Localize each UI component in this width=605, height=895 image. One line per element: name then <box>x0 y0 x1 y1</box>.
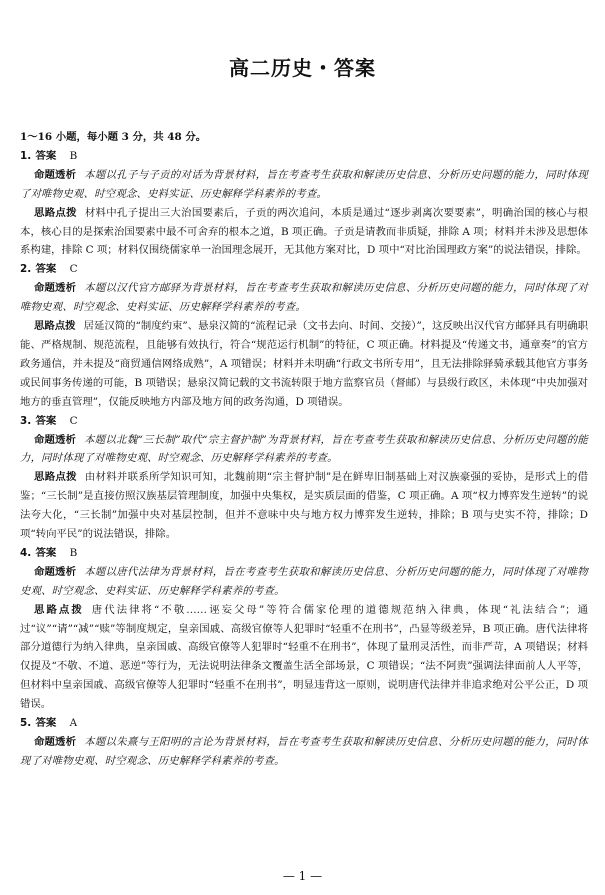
intro-line: 1～16 小题，每小题 3 分，共 48 分。 <box>20 131 207 143</box>
answer-line <box>20 544 588 563</box>
analysis-paragraph <box>20 431 588 469</box>
hint-label: 思路点拨 <box>34 471 77 484</box>
question-block <box>20 544 588 714</box>
analysis-label: 命题透析 <box>34 168 77 181</box>
hint-label: 思路点拨 <box>34 320 76 333</box>
question-block <box>20 260 588 411</box>
question-block <box>20 412 588 544</box>
hint-paragraph <box>20 204 588 261</box>
hint-text: 由材料并联系所学知识可知，北魏前期“宗主督护制”是在鲜卑旧制基础上对汉族豪强的妥协，是形式上的借鉴；“三长制”是直接仿照汉族基层管理制度，加强中央集权，是实质层面的借鉴，C 项正确。A 项“权力博弈发生逆转”的说法夸大化，“三长制”加强中央对基层控制，但并不意味中央与地方权力博弈发生逆转，排除；B 项与史实不符，排除；D 项“转向平民”的说法错误，排除。 <box>20 471 589 541</box>
analysis-label: 命题透析 <box>34 282 77 295</box>
analysis-text: 本题以孔子与子贡的对话为背景材料，旨在考查考生获取和解读历史信息、分析历史问题的能力，同时体现了对唯物史观、时空观念、史料实证、历史解释学科素养的考查。 <box>20 168 589 200</box>
analysis-paragraph <box>20 166 588 204</box>
answer-value: A <box>69 717 78 730</box>
analysis-text: 本题以唐代法律为背景材料，旨在考查考生获取和解读历史信息、分析历史问题的能力，同时体现了对唯物史观、时空观念、史料实证、历史解释学科素养的考查。 <box>20 565 589 597</box>
hint-label: 思路点拨 <box>34 603 84 616</box>
answer-label: 答案 <box>35 149 57 162</box>
hint-text: 唐代法律将“不敬……诬妄父母”等符合儒家伦理的道德规范纳入律典，体现“礼法结合”；通过“议”“请”“减”“赎”等制度规定，皇亲国戚、高级官僚等人犯罪时“轻重不在刑书”，凸显等级差异，B 项正确。唐代法律将部分道德行为纳入律典，皇亲国戚、高级官僚等人犯罪时“轻重不在刑书”，体现了量刑灵活性，而非严苛，A 项错误；材料仅提及“不敬、不道、恶逆”等行为，无法说明法律条文覆盖生活全部场景，C 项错误；“法不阿贵”强调法律面前人人平等，但材料中皇亲国戚、高级官僚等人犯罪时“轻重不在刑书”，明显违背这一原则，说明唐代法律并非追求绝对公平公正，D 项错误。 <box>20 603 588 711</box>
answer-line <box>20 412 588 431</box>
page-number: — 1 — <box>282 869 323 883</box>
analysis-text: 本题以汉代官方邮驿为背景材料，旨在考查考生获取和解读历史信息、分析历史问题的能力，同时体现了对唯物史观、时空观念、史料实证、历史解释学科素养的考查。 <box>20 282 589 314</box>
hint-paragraph <box>20 468 588 544</box>
question-number: 3. <box>20 414 32 427</box>
answer-label: 答案 <box>35 263 57 276</box>
question-number: 2. <box>20 263 32 276</box>
analysis-paragraph <box>20 563 588 601</box>
analysis-text: 本题以北魏“三长制”取代“宗主督护制”为背景材料，旨在考查考生获取和解读历史信息、分析历史问题的能力，同时体现了对唯物史观、时空观念、历史解释学科素养的考查。 <box>20 433 589 465</box>
answer-line <box>20 714 588 733</box>
hint-paragraph <box>20 317 588 412</box>
analysis-paragraph <box>20 279 588 317</box>
analysis-label: 命题透析 <box>34 565 77 578</box>
page-title: 高二历史・答案 <box>229 56 376 80</box>
hint-text: 居延汉简的“制度约束”、悬泉汉简的“流程记录（文书去向、时间、交接）”，这反映出汉代官方邮驿具有明确职能、严格规制、规范流程，且能够有效执行，符合“规范运行机制”的特征，C 项正确。材料提及“传递文书，通章奏”的官方政务通信，并未提及“商贸通信网络成熟”，A 项错误；材料并未明确“行政文书所专用”，且无法排除驿骑承载其他官方事务或民间事务传递的可能，B 项错误；悬泉汉简记载的文书流转限于地方监察官员（督邮）与县级行政区，未体现“中央加强对地方的垂直管理”，仅能反映地方内部及地方间的政务沟通，D 项错误。 <box>20 320 589 408</box>
question-number: 1. <box>20 149 32 162</box>
analysis-text: 本题以朱熹与王阳明的言论为背景材料，旨在考查考生获取和解读历史信息、分析历史问题的能力，同时体现了对唯物史观、时空观念、历史解释学科素养的考查。 <box>20 736 589 767</box>
question-block <box>20 147 588 260</box>
answer-label: 答案 <box>35 414 57 427</box>
answer-label: 答案 <box>35 717 57 730</box>
analysis-label: 命题透析 <box>34 433 77 446</box>
analysis-paragraph <box>20 733 588 771</box>
answer-value: B <box>69 149 78 162</box>
answer-line <box>20 147 588 166</box>
hint-paragraph <box>20 601 588 714</box>
question-number: 4. <box>20 546 32 559</box>
hint-text: 材料中孔子提出三大治国要素后，子贡的两次追问，本质是通过“逐步剥离次要要素”，明确治国的核心与根本，核心目的是探索治国要素中最不可舍弃的根本之道，B 项正确。子贡是请教而非质疑，排除 A 项；材料并未涉及思想体系构建，排除 C 项；材料仅围绕儒家单一治国理念展开，无其他方案对比，D 项中“对比治国理政方案”的说法错误，排除。 <box>20 206 589 257</box>
answer-value: B <box>69 546 78 559</box>
hint-label: 思路点拨 <box>34 206 77 219</box>
question-number: 5. <box>20 717 32 730</box>
answer-label: 答案 <box>35 546 57 559</box>
answer-line <box>20 260 588 279</box>
analysis-label: 命题透析 <box>34 736 77 748</box>
answer-value: C <box>69 263 78 276</box>
answer-content <box>20 128 588 771</box>
question-block <box>20 714 588 771</box>
answer-value: C <box>69 414 78 427</box>
